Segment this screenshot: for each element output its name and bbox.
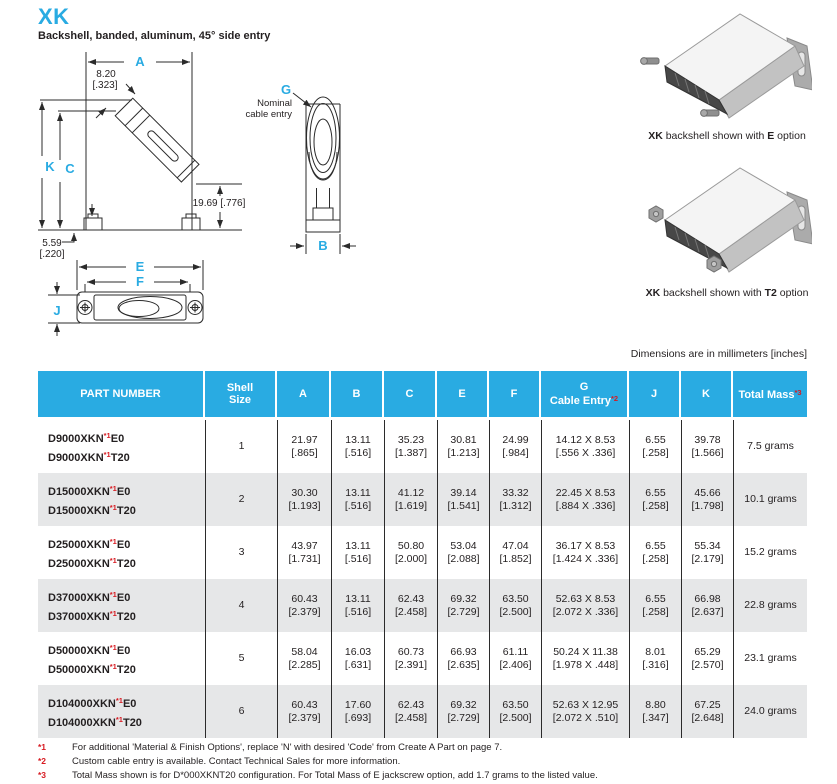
dim-j-cell: 6.55 [.258] [629, 579, 681, 632]
shell-size-cell: 6 [205, 685, 277, 738]
total-mass-cell: 10.1 grams [733, 473, 807, 526]
footnote-marker: *3 [38, 770, 47, 780]
total-mass-cell: 7.5 grams [733, 420, 807, 473]
dim-k-cell: 55.34 [2.179] [681, 526, 733, 579]
dim-b-cell: 13.11 [.516] [331, 579, 384, 632]
footnote-3 [38, 769, 598, 783]
part-number-cell: D25000XKN$^{*1}$E0 D25000XKN$^{*1}$T20 [48, 536, 136, 570]
dim-a-cell: 21.97 [.865] [277, 420, 331, 473]
table-row [38, 632, 807, 685]
total-mass-cell: 15.2 grams [733, 526, 807, 579]
dim-b-cell: 13.11 [.516] [331, 473, 384, 526]
dim-b-cell: 17.60 [.693] [331, 685, 384, 738]
photo-caption-t2 [627, 287, 827, 299]
part-number-cell: D37000XKN$^{*1}$E0 D37000XKN$^{*1}$T20 [48, 589, 136, 623]
dim-e-cell: 69.32 [2.729] [437, 579, 489, 632]
dim-label-f: F [136, 274, 144, 289]
shell-size-cell: 1 [205, 420, 277, 473]
front-view [290, 93, 356, 254]
dim-k-cell: 67.25 [2.648] [681, 685, 733, 738]
dim-559-in: [.220] [39, 249, 65, 260]
dimensions-note: Dimensions are in millimeters [inches] [630, 348, 807, 360]
dim-b-cell: 13.11 [.516] [331, 420, 384, 473]
dim-e-cell: 39.14 [1.541] [437, 473, 489, 526]
table-row [38, 685, 807, 738]
dim-j-cell: 8.01 [.316] [629, 632, 681, 685]
dim-820-in: [.323] [92, 80, 118, 91]
side-view [38, 52, 242, 242]
caption-bold-option: T2 [764, 287, 777, 299]
dim-f-cell: 63.50 [2.500] [489, 685, 541, 738]
dim-f-cell: 33.32 [1.312] [489, 473, 541, 526]
footnote-text: Total Mass shown is for D*000XKNT20 configuration. For Total Mass of E jackscrew option, add 1.7 grams to the listed value. [72, 770, 598, 781]
backshell-photo-e-option [637, 6, 812, 128]
dim-a-cell: 60.43 [2.379] [277, 685, 331, 738]
shell-size-cell: 3 [205, 526, 277, 579]
dim-k-cell: 45.66 [1.798] [681, 473, 733, 526]
dim-k-cell: 65.29 [2.570] [681, 632, 733, 685]
header-b: B [331, 371, 384, 417]
caption-suffix: option [776, 287, 809, 299]
part-number-cell: D104000XKN$^{*1}$E0 D104000XKN$^{*1}$T20 [48, 695, 142, 729]
dim-g-cable-entry-cell: 36.17 X 8.53 [1.424 X .336] [541, 526, 629, 579]
dim-k-cell: 66.98 [2.637] [681, 579, 733, 632]
header-g-cable-entry: G Cable Entry$^{*2}$ [541, 371, 629, 417]
dimensions-table [38, 371, 807, 738]
dim-a-cell: 30.30 [1.193] [277, 473, 331, 526]
header-a: A [277, 371, 331, 417]
dim-label-k: K [45, 159, 55, 174]
table-row [38, 420, 807, 473]
footnote-marker: *2 [38, 756, 47, 766]
total-mass-cell: 22.8 grams [733, 579, 807, 632]
header-c: C [384, 371, 437, 417]
table-header-row [38, 371, 807, 417]
caption-text: backshell shown with [660, 287, 765, 299]
page-title: XK [38, 4, 70, 29]
header-part-number: PART NUMBER [38, 371, 205, 417]
nominal-cable-entry-line1: Nominal [257, 98, 292, 109]
dim-k-cell: 39.78 [1.566] [681, 420, 733, 473]
dim-f-cell: 24.99 [.984] [489, 420, 541, 473]
total-mass-cell: 24.0 grams [733, 685, 807, 738]
dim-c-cell: 50.80 [2.000] [384, 526, 437, 579]
dim-label-g: G [280, 82, 292, 97]
table-row [38, 526, 807, 579]
dim-c-cell: 62.43 [2.458] [384, 579, 437, 632]
header-j: J [629, 371, 681, 417]
footnote-text: For additional 'Material & Finish Options', replace 'N' with desired 'Code' from Create A Part on page 7. [72, 742, 503, 753]
dim-g-cable-entry-cell: 22.45 X 8.53 [.884 X .336] [541, 473, 629, 526]
dim-b-cell: 13.11 [.516] [331, 526, 384, 579]
header-total-mass: Total Mass$^{*3}$ [733, 371, 807, 417]
nominal-cable-entry-line2: cable entry [245, 109, 292, 120]
backshell-photo-t2-option [637, 160, 812, 282]
dim-j-cell: 6.55 [.258] [629, 526, 681, 579]
dim-e-cell: 66.93 [2.635] [437, 632, 489, 685]
dim-e-cell: 53.04 [2.088] [437, 526, 489, 579]
dim-f-cell: 63.50 [2.500] [489, 579, 541, 632]
caption-text: backshell shown with [662, 130, 768, 142]
photo-caption-e [627, 130, 827, 142]
dim-g-cable-entry-cell: 52.63 X 8.53 [2.072 X .336] [541, 579, 629, 632]
dim-f-cell: 61.11 [2.406] [489, 632, 541, 685]
part-number-cell: D50000XKN$^{*1}$E0 D50000XKN$^{*1}$T20 [48, 642, 136, 676]
backshell-e-graphic [641, 14, 812, 118]
table-row [38, 473, 807, 526]
shell-size-cell: 4 [205, 579, 277, 632]
dim-b-cell: 16.03 [.631] [331, 632, 384, 685]
dim-j-cell: 6.55 [.258] [629, 420, 681, 473]
dim-a-cell: 43.97 [1.731] [277, 526, 331, 579]
dim-c-cell: 60.73 [2.391] [384, 632, 437, 685]
total-mass-cell: 23.1 grams [733, 632, 807, 685]
dim-e-cell: 69.32 [2.729] [437, 685, 489, 738]
dim-label-c: C [65, 161, 75, 176]
dim-820-mm: 8.20 [96, 69, 116, 80]
header-f: F [489, 371, 541, 417]
dim-c-cell: 35.23 [1.387] [384, 420, 437, 473]
part-number-cell: D9000XKN$^{*1}$E0 D9000XKN$^{*1}$T20 [48, 430, 130, 464]
dim-label-j: J [53, 303, 61, 318]
page-subtitle: Backshell, banded, aluminum, 45° side entry [38, 30, 271, 42]
header-e: E [437, 371, 489, 417]
top-view [48, 260, 203, 336]
technical-drawing [0, 38, 430, 348]
shell-size-cell: 2 [205, 473, 277, 526]
table-row [38, 579, 807, 632]
dim-j-cell: 6.55 [.258] [629, 473, 681, 526]
dim-559-mm: 5.59 [42, 238, 62, 249]
footnote-1 [38, 741, 598, 755]
caption-bold-xk: XK [648, 130, 663, 142]
footnotes [38, 741, 598, 783]
header-shell-size: Shell Size [205, 371, 277, 417]
dim-g-cable-entry-cell: 52.63 X 12.95 [2.072 X .510] [541, 685, 629, 738]
caption-bold-option: E [767, 130, 775, 142]
caption-bold-xk: XK [645, 287, 661, 299]
dim-g-cable-entry-cell: 14.12 X 8.53 [.556 X .336] [541, 420, 629, 473]
dim-1969: 19.69 [.776] [192, 198, 246, 209]
dim-e-cell: 30.81 [1.213] [437, 420, 489, 473]
footnote-text: Custom cable entry is available. Contact Technical Sales for more information. [72, 756, 401, 767]
dim-f-cell: 47.04 [1.852] [489, 526, 541, 579]
dim-label-b: B [318, 238, 328, 253]
footnote-marker: *1 [38, 742, 47, 752]
dim-g-cable-entry-cell: 50.24 X 11.38 [1.978 X .448] [541, 632, 629, 685]
backshell-t2-graphic [649, 168, 812, 272]
dim-a-cell: 58.04 [2.285] [277, 632, 331, 685]
dim-label-a: A [135, 54, 145, 69]
caption-suffix: option [774, 130, 806, 142]
dim-c-cell: 41.12 [1.619] [384, 473, 437, 526]
shell-size-cell: 5 [205, 632, 277, 685]
table-body [38, 420, 807, 738]
dim-c-cell: 62.43 [2.458] [384, 685, 437, 738]
dim-j-cell: 8.80 [.347] [629, 685, 681, 738]
footnote-2 [38, 755, 598, 769]
dim-label-e: E [135, 259, 145, 274]
header-k: K [681, 371, 733, 417]
dim-a-cell: 60.43 [2.379] [277, 579, 331, 632]
part-number-cell: D15000XKN$^{*1}$E0 D15000XKN$^{*1}$T20 [48, 483, 136, 517]
